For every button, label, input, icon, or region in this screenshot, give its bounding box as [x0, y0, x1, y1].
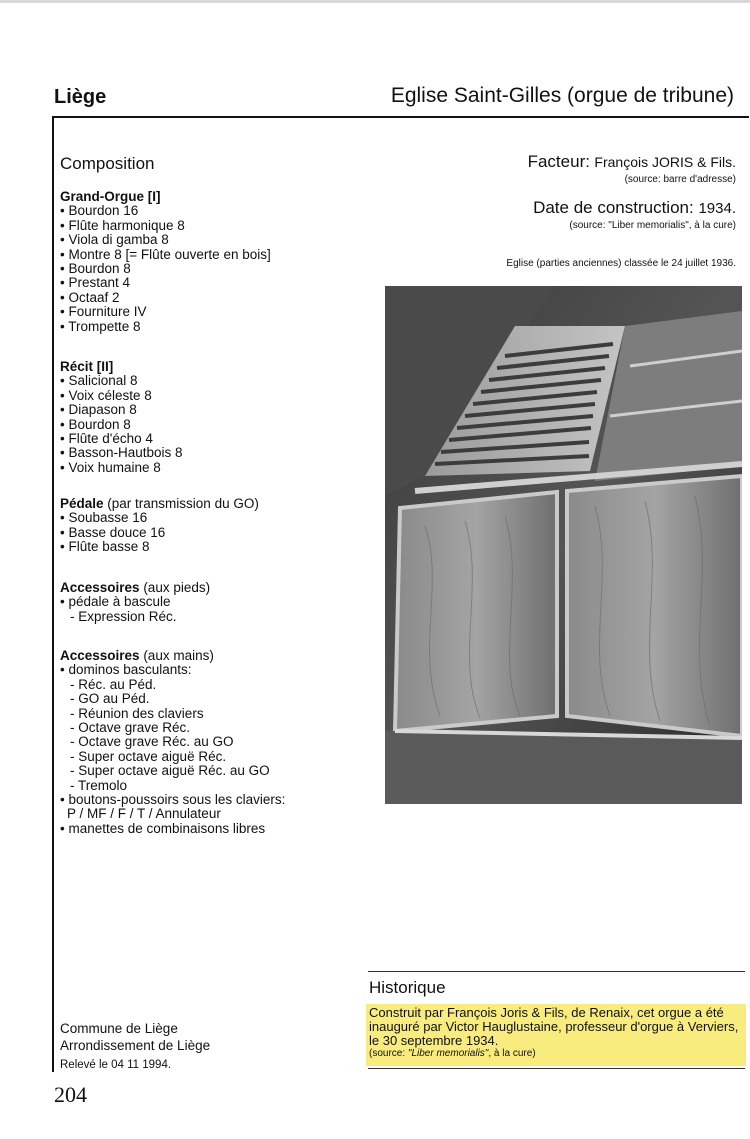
historique-text: Construit par François Joris & Fils, de Renaix, cet orgue a été inauguré par Victor Hauglustaine, professeur d'orgue à Verviers, le 30 septembre 1934.	[369, 1005, 739, 1048]
accessory-item: • pédale à bascule	[60, 594, 171, 610]
accessory-subitem: - Super octave aiguë Réc. au GO	[70, 763, 270, 779]
commune-block	[60, 1020, 210, 1054]
date-label: Date de construction:	[533, 198, 694, 217]
historique-top-rule	[368, 971, 745, 972]
accessoires-mains-title: Accessoires (aux mains)	[60, 648, 214, 663]
historique-title: Historique	[369, 978, 446, 997]
grand-orgue-section	[60, 190, 271, 334]
releve-date: Relevé le 04 11 1994.	[60, 1059, 172, 1071]
pedale-section	[60, 497, 259, 555]
stop-item: • Bourdon 8	[60, 261, 131, 277]
recit-section	[60, 360, 183, 475]
stop-item: • Voix humaine 8	[60, 459, 161, 475]
accessory-item: • dominos basculants:	[60, 662, 192, 678]
stop-item: • Fourniture IV	[60, 304, 147, 320]
stop-item: • Bourdon 8	[60, 416, 131, 432]
stop-item: • Diapason 8	[60, 402, 137, 418]
accessory-item-continuation: P / MF / F / T / Annulateur	[67, 806, 221, 822]
stop-item: • Montre 8 [= Flûte ouverte en bois]	[60, 246, 271, 262]
header-rule	[53, 116, 749, 118]
commune-name: Commune de Liège	[60, 1021, 178, 1036]
date-source: (source: "Liber memorialis", à la cure)	[569, 220, 736, 231]
stop-item: • Bourdon 16	[60, 203, 139, 219]
left-rule	[52, 116, 54, 1072]
facteur-block	[528, 152, 736, 185]
stop-item: • Voix céleste 8	[60, 387, 152, 403]
stop-item: • Soubasse 16	[60, 510, 148, 526]
accessory-item: • boutons-poussoirs sous les claviers:	[60, 792, 286, 808]
stop-item: • Trompette 8	[60, 318, 141, 334]
organ-photo	[385, 286, 742, 804]
historique-bottom-rule	[368, 1068, 745, 1069]
stop-item: • Salicional 8	[60, 373, 138, 389]
accessory-subitem: - Réunion des claviers	[70, 705, 204, 721]
stop-item: • Basse douce 16	[60, 524, 166, 540]
recit-title: Récit [II]	[60, 359, 114, 374]
historique-text-block	[369, 1006, 745, 1061]
composition-heading: Composition	[60, 154, 155, 173]
accessory-subitem: - Tremolo	[70, 777, 128, 793]
facteur-source: (source: barre d'adresse)	[624, 174, 736, 185]
accessory-subitem: - Octave grave Réc. au GO	[70, 734, 234, 750]
accessory-subitem: - Réc. au Péd.	[70, 676, 157, 692]
accessory-item: • manettes de combinaisons libres	[60, 820, 266, 836]
stop-item: • Flûte d'écho 4	[60, 431, 153, 447]
stop-item: • Octaaf 2	[60, 289, 120, 305]
accessory-subitem: - Super octave aiguë Réc.	[70, 748, 227, 764]
pedale-title: Pédale (par transmission du GO)	[60, 496, 259, 511]
accessoires-pieds-section	[60, 581, 210, 624]
accessory-subitem: - Expression Réc.	[70, 608, 177, 624]
accessoires-pieds-title: Accessoires (aux pieds)	[60, 580, 211, 595]
facteur-value: François JORIS & Fils.	[594, 154, 736, 170]
accessory-subitem: - Octave grave Réc.	[70, 720, 191, 736]
stop-item: • Flûte harmonique 8	[60, 217, 185, 233]
city-title: Liège	[54, 86, 107, 108]
facteur-label: Facteur:	[527, 152, 590, 171]
historique-source: (source: "Liber memorialis", à la cure)	[369, 1048, 536, 1060]
page-number: 204	[54, 1082, 87, 1107]
stop-item: • Prestant 4	[60, 275, 131, 291]
organ-photo-image	[385, 286, 742, 804]
stop-item: • Basson-Hautbois 8	[60, 445, 183, 461]
arrondissement-name: Arrondissement de Liège	[60, 1038, 211, 1053]
date-value: 1934.	[698, 200, 736, 217]
scan-edge	[0, 0, 750, 3]
classification-note: Eglise (parties anciennes) classée le 24 juillet 1936.	[506, 258, 736, 269]
church-title: Eglise Saint-Gilles (orgue de tribune)	[390, 84, 734, 107]
stop-item: • Viola di gamba 8	[60, 232, 169, 248]
accessory-subitem: - GO au Péd.	[70, 691, 150, 707]
date-block	[533, 198, 736, 231]
grand-orgue-title: Grand-Orgue [I]	[60, 189, 161, 204]
stop-item: • Flûte basse 8	[60, 539, 150, 555]
accessoires-mains-section	[60, 649, 285, 836]
